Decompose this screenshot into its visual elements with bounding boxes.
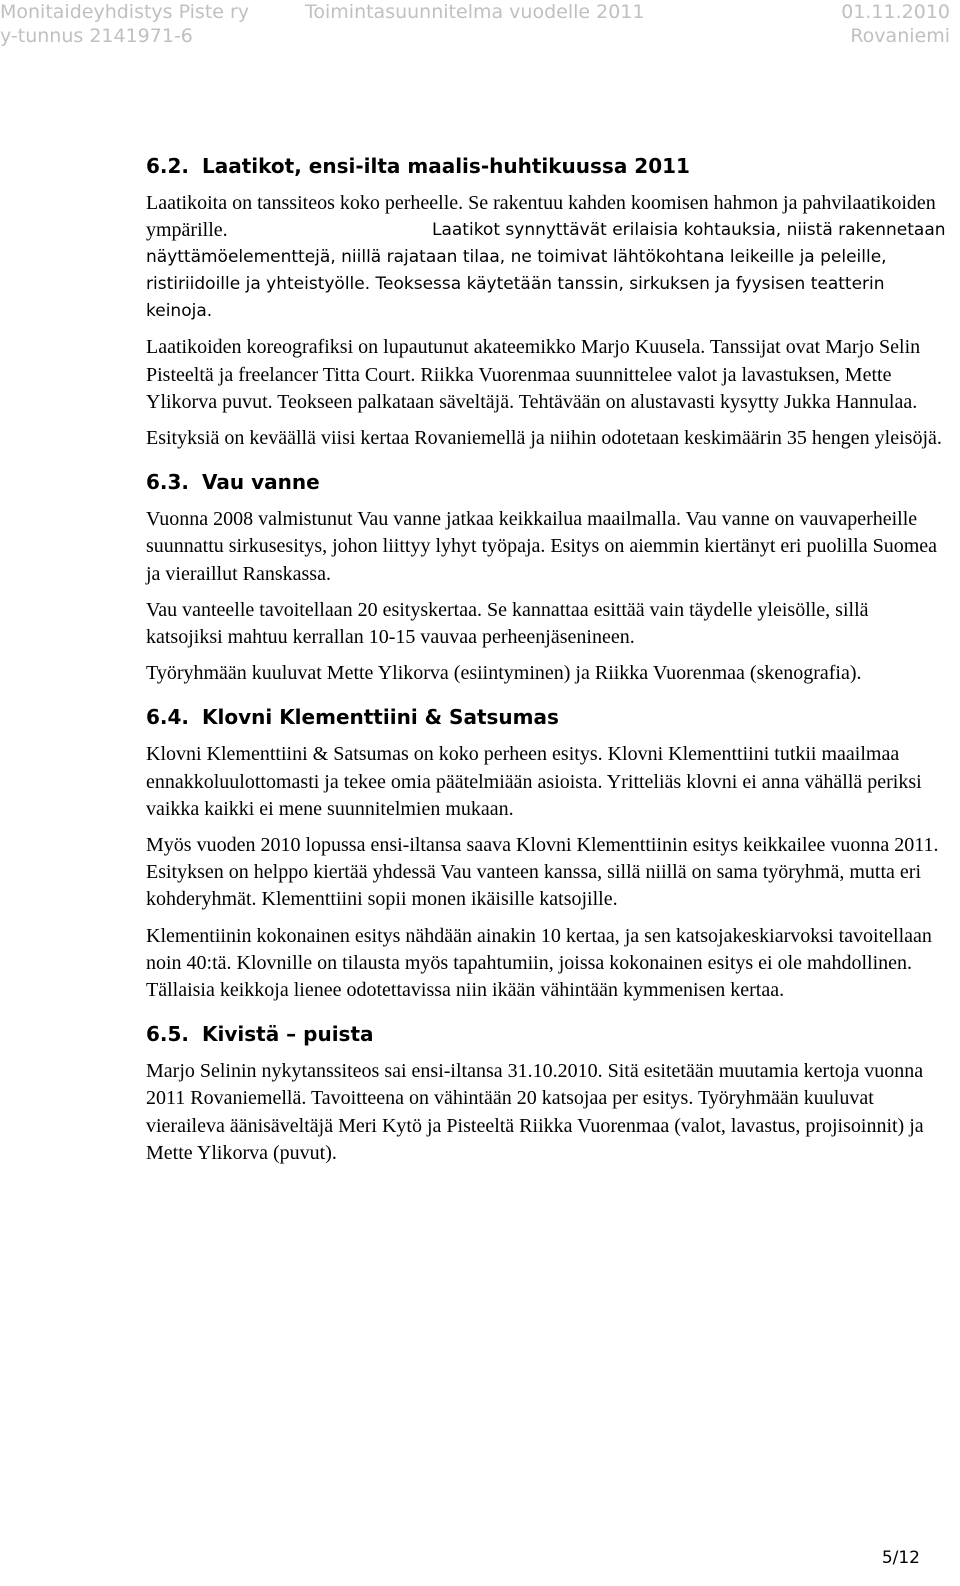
section-6-4 [146,703,946,1004]
paragraph: Klementiinin kokonainen esitys nähdään ainakin 10 kertaa, ja sen katsojakeskiarvoksi tavoitellaan noin 40:tä. Klovnille on tilausta myös tapahtumiin, joissa kokonainen esitys ei ole mahdollinen. Tällaisia keikkoja lienee odotettavissa niin ikään vähintään kymmenisen kertaa. [146,924,932,1002]
section-heading [146,468,946,496]
section-heading [146,703,946,731]
section-6-2 [146,152,946,452]
paragraph: Myös vuoden 2010 lopussa ensi-iltansa saava Klovni Klementtiinin esitys keikkailee vuonna 2011. Esityksen on helppo kiertää yhdessä Vau vanteen kanssa, sillä niillä on sama työryhmä, mutta eri kohderyhmät. Klementtiini sopii monen ikäisille katsojille. [146,834,939,911]
header-org: Monitaideyhdistys Piste ry [0,1,250,23]
page-header [0,0,960,50]
section-number: 6.2. [146,154,190,178]
paragraph: Laatikoiden koreografiksi on lupautunut akateemikko Marjo Kuusela. Tanssijat ovat Marjo Selin Pisteeltä ja freelancer Titta Court. Riikka Vuorenmaa suunnittelee valot ja lavastuksen, Mette Ylikorva puvut. Teokseen palkataan säveltäjä. Tehtävään on alustavasti kysytty Jukka Hannulaa. [146,336,921,413]
section-number: 6.3. [146,470,190,495]
section-title: Klovni Klementtiini & Satsumas [202,705,559,730]
paragraph: Vau vanteelle tavoitellaan 20 esityskertaa. Se kannattaa esittää vain täydelle yleisölle, sillä katsojiksi mahtuu kerrallan 10-15 vauvaa perheenjäsenineen. [146,598,869,649]
paragraph: Laatikot synnyttävät erilaisia kohtauksia, niistä rakennetaan näyttämöelementtejä, niillä rajataan tilaa, ne toimivat lähtökohtana leikeille ja peleille, ristiriidoille ja yhteistyölle. Teoksessa käytetään tanssin, sirkuksen ja fyysisen teatterin keinoja. [146,220,946,322]
header-doc-title: Toimintasuunnitelma vuodelle 2011 [305,1,645,23]
header-date: 01.11.2010 [841,1,950,23]
section-heading [146,152,946,180]
header-city: Rovaniemi [850,25,950,47]
page-number: 5/12 [881,1548,920,1568]
header-row-1 [0,0,960,24]
paragraph: Vuonna 2008 valmistunut Vau vanne jatkaa keikkailua maailmalla. Vau vanne on vauvaperheille suunnattu sirkusesitys, johon liittyy lyhyt työpaja. Esitys on aiemmin kiertänyt eri puolilla Suomea ja vieraillut Ranskassa. [146,508,938,585]
section-title: Vau vanne [202,470,320,495]
paragraph: Laatikoita on tanssiteos koko perheelle. Se rakentuu kahden koomisen hahmon ja pahvilaatikoiden ympärille. [146,192,936,242]
paragraph: Työryhmään kuuluvat Mette Ylikorva (esiintyminen) ja Riikka Vuorenmaa (skenografia). [146,662,862,685]
paragraph: Esityksiä on keväällä viisi kertaa Rovaniemellä ja niihin odotetaan keskimäärin 35 hengen yleisöjä. [146,427,942,450]
section-number: 6.4. [146,705,190,730]
section-heading [146,1020,946,1048]
paragraph: Klovni Klementtiini & Satsumas on koko perheen esitys. Klovni Klementtiini tutkii maailmaa ennakkoluulottomasti ja tekee omia päätelmiään asioista. Yritteliäs klovni ei anna vähällä periksi vaikka kaikki ei mene suunnitelmien mukaan. [146,743,922,820]
section-number: 6.5. [146,1022,190,1047]
section-6-3 [146,468,946,687]
section-6-5 [146,1020,946,1167]
header-row-2 [0,24,960,48]
section-title: Kivistä – puista [202,1022,374,1047]
header-business-id: y-tunnus 2141971-6 [0,25,193,47]
section-title: Laatikot, ensi-ilta maalis-huhtikuussa 2011 [202,154,690,178]
paragraph: Marjo Selinin nykytanssiteos sai ensi-iltansa 31.10.2010. Sitä esitetään muutamia kertoja vuonna 2011 Rovaniemellä. Tavoitteena on vähintään 20 katsojaa per esitys. Työryhmään kuuluvat vieraileva äänisäveltäjä Meri Kytö ja Pisteeltä Riikka Vuorenmaa (valot, lavastus, projisoinnit) ja Mette Ylikorva (puvut). [146,1060,924,1164]
document-body [146,152,946,1176]
